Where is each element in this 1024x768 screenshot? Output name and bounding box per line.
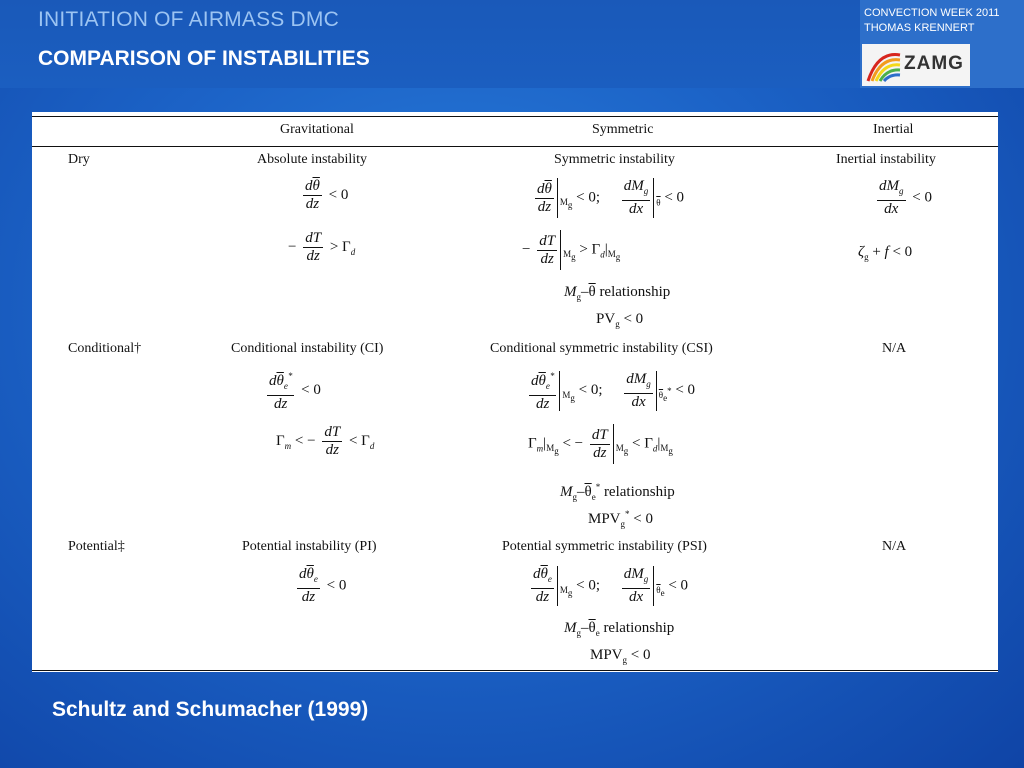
pot-symmetric: Potential symmetric instability (PSI) [502,539,707,554]
branding-panel [860,0,1024,88]
pot-gravitational: Potential instability (PI) [242,539,377,554]
pot-inertial: N/A [882,539,907,554]
eq-dry-inertial-2: $\zeta_g + f < 0$ [858,244,913,262]
dry-symmetric: Symmetric instability [554,152,675,167]
zamg-logo [862,44,970,86]
eq-dry-sym-4: $PV_g < 0$ [596,311,644,329]
eq-pot-sym-1: $\frac{d\overline{\theta}_e}{dz}$ $_{M_g}$ < 0; $\frac{dM_g}{dx}$ $_{\overline{\theta}_e}$ < 0 [533,566,689,605]
dry-gravitational: Absolute instability [257,152,368,167]
table-top-rule [32,116,998,117]
row-label-potential: Potential‡ [68,539,125,554]
slide-subtitle: COMPARISON OF INSTABILITIES [38,47,370,70]
rainbow-icon [864,45,904,85]
eq-dry-grav-2: − $\frac{dT}{dz}$ > $\Gamma_d$ [288,230,356,264]
eq-dry-grav-1: $\frac{d\overline{\theta}}{dz}$ < 0 [305,178,349,212]
eq-dry-sym-2: − $\frac{dT}{dz}$ $_{M_g} > \Gamma_d|_{M_g}$ [522,230,620,270]
header-inertial: Inertial [873,122,914,137]
eq-pot-sym-3: $MPV_g < 0$ [590,647,651,665]
cond-mpv: MPV [588,511,621,527]
eq-dry-sym-3: $M_g-\overline{\theta}$ relationship [564,284,671,302]
eq-cond-sym-1: $\frac{d\overline{\theta}_e^*}{dz}$ $_{M_g}$ < 0; $\frac{dM_g}{dx}$ $_{\overline{\theta}_e^*}$ < 0 [526,368,695,413]
eq-cond-grav-1: $\frac{d\overline{\theta}_e^*}{dz}$ < 0 [264,368,321,413]
eq-cond-sym-3: $M_g-\overline{\theta}_e^*$ relationship [560,482,675,502]
citation: Schultz and Schumacher (1999) [52,698,369,721]
pot-relationship: relationship [603,620,675,636]
event-name: CONVECTION WEEK 2011 [864,7,1000,19]
eq-dry-sym-1: $\frac{d\overline{\theta}}{dz}$ $_{M_g}$ < 0; $\frac{dM_g}{dx}$ $_{\overline{\theta}}$ < 0 [537,178,685,217]
cond-inertial: N/A [882,341,907,356]
slide-title: INITIATION OF AIRMASS DMC [38,8,339,31]
dry-inertial: Inertial instability [836,152,936,167]
cond-relationship: relationship [603,484,675,500]
eq-dry-inertial-1: $\frac{dM_g}{dx}$ < 0 [879,178,932,217]
cond-symmetric: Conditional symmetric instability (CSI) [490,341,713,356]
dry-pv: PV [596,311,616,327]
header-gravitational: Gravitational [280,122,354,137]
eq-cond-sym-2: $\Gamma_m|_{M_g}$ < − $\frac{dT}{dz}$ $_{M_g} < \Gamma_d|_{M_g}$ [528,424,673,464]
row-label-conditional: Conditional† [68,341,142,356]
row-label-dry: Dry [68,152,90,167]
cond-gravitational: Conditional instability (CI) [231,341,384,356]
header-symmetric: Symmetric [592,122,654,137]
dry-relationship: relationship [599,284,671,300]
logo-text: ZAMG [904,53,964,74]
table-bottom-rule [32,670,998,671]
header-rule [32,146,998,147]
author-name: THOMAS KRENNERT [864,22,975,34]
eq-cond-grav-2: $\Gamma_m$ < − $\frac{dT}{dz}$ < $\Gamma_d$ [276,424,375,458]
eq-pot-grav-1: $\frac{d\overline{\theta}_e}{dz}$ < 0 [299,566,347,605]
eq-pot-sym-2: $M_g-\overline{\theta}_e$ relationship [564,620,675,638]
eq-cond-sym-4: $MPV_g^* < 0$ [588,509,653,529]
pot-mpv: MPV [590,647,623,663]
instability-table [32,112,998,672]
